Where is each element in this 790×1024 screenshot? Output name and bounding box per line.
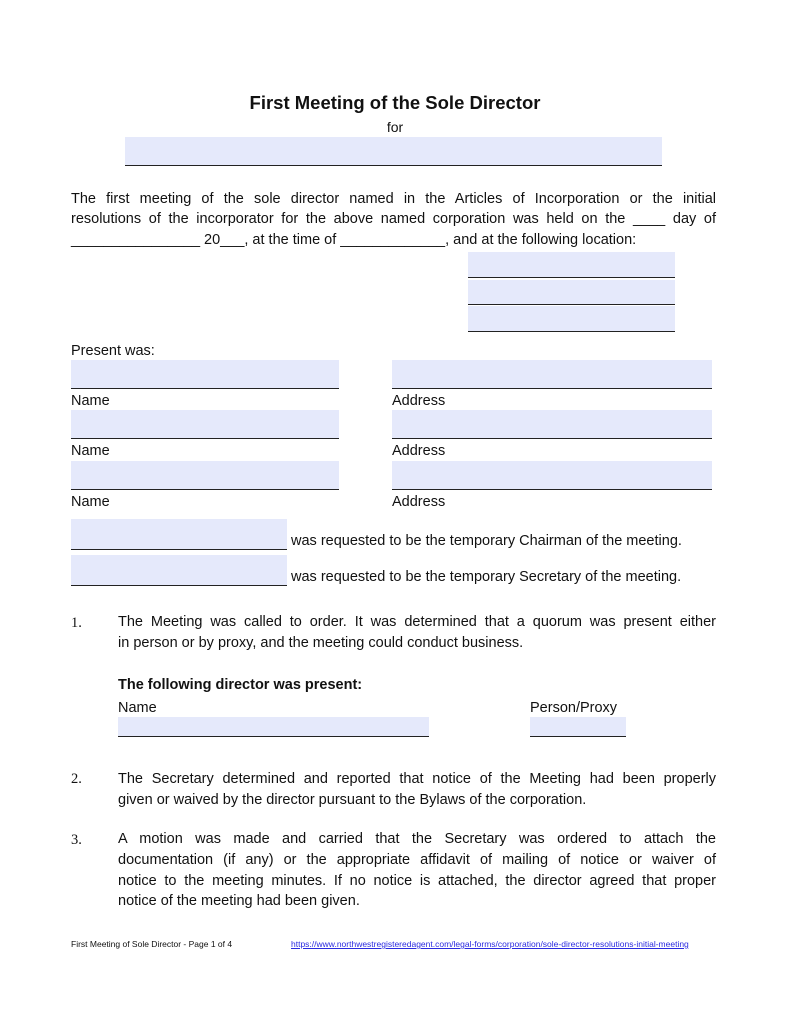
person-proxy-label: Person/Proxy xyxy=(530,700,618,716)
item-3-line-3: notice to the meeting minutes. If no notice is attached, the director agreed that proper xyxy=(118,873,716,889)
present-name-field-1[interactable] xyxy=(71,360,339,389)
item-3-line-2: documentation (if any) or the appropriate affidavit of mailing of notice or waiver of xyxy=(118,852,716,868)
document-title: First Meeting of the Sole Director xyxy=(249,92,541,113)
chairman-name-field[interactable] xyxy=(71,519,287,550)
location-field-3[interactable] xyxy=(468,306,675,332)
for-label: for xyxy=(386,119,404,135)
item-3-line-1: A motion was made and carried that the Secretary was ordered to attach the xyxy=(118,831,716,847)
intro-line-3: ________________ 20___, at the time of _____________, and at the following location: xyxy=(71,232,637,248)
item-2-line-1: The Secretary determined and reported that notice of the Meeting had been properly xyxy=(118,771,716,787)
chairman-text: was requested to be the temporary Chairman of the meeting. xyxy=(291,533,682,549)
location-field-1[interactable] xyxy=(468,252,675,278)
present-heading: Present was: xyxy=(71,343,155,359)
address-label-3: Address xyxy=(392,494,446,510)
footer-url-link[interactable]: https://www.northwestregisteredagent.com/legal-forms/corporation/sole-director-resolutions-initial-meeting xyxy=(291,939,689,949)
director-name-label: Name xyxy=(118,700,157,716)
item-1-line-1: The Meeting was called to order. It was determined that a quorum was present either xyxy=(118,614,716,630)
corporation-name-field[interactable] xyxy=(125,137,662,166)
item-3-number: 3. xyxy=(71,832,82,848)
present-address-field-2[interactable] xyxy=(392,410,712,439)
person-proxy-field[interactable] xyxy=(530,717,626,737)
item-2-line-2: given or waived by the director pursuant to the Bylaws of the corporation. xyxy=(118,792,587,808)
item-2-number: 2. xyxy=(71,771,82,787)
present-address-field-3[interactable] xyxy=(392,461,712,490)
address-label-1: Address xyxy=(392,393,446,409)
director-present-heading: The following director was present: xyxy=(118,677,363,693)
item-3-line-4: notice of the meeting had been given. xyxy=(118,893,360,909)
present-address-field-1[interactable] xyxy=(392,360,712,389)
name-label-3: Name xyxy=(71,494,110,510)
director-name-field[interactable] xyxy=(118,717,429,737)
secretary-name-field[interactable] xyxy=(71,555,287,586)
present-name-field-3[interactable] xyxy=(71,461,339,490)
intro-line-1: The first meeting of the sole director named in the Articles of Incorporation or the initial xyxy=(71,191,716,207)
item-1-number: 1. xyxy=(71,615,82,631)
item-1-line-2: in person or by proxy, and the meeting could conduct business. xyxy=(118,635,524,651)
footer-page-info: First Meeting of Sole Director - Page 1 of 4 xyxy=(71,939,233,949)
location-field-2[interactable] xyxy=(468,280,675,305)
present-name-field-2[interactable] xyxy=(71,410,339,439)
address-label-2: Address xyxy=(392,443,446,459)
name-label-2: Name xyxy=(71,443,110,459)
secretary-text: was requested to be the temporary Secretary of the meeting. xyxy=(291,569,682,585)
intro-line-2: resolutions of the incorporator for the above named corporation was held on the ____ day of xyxy=(71,211,716,227)
name-label-1: Name xyxy=(71,393,110,409)
